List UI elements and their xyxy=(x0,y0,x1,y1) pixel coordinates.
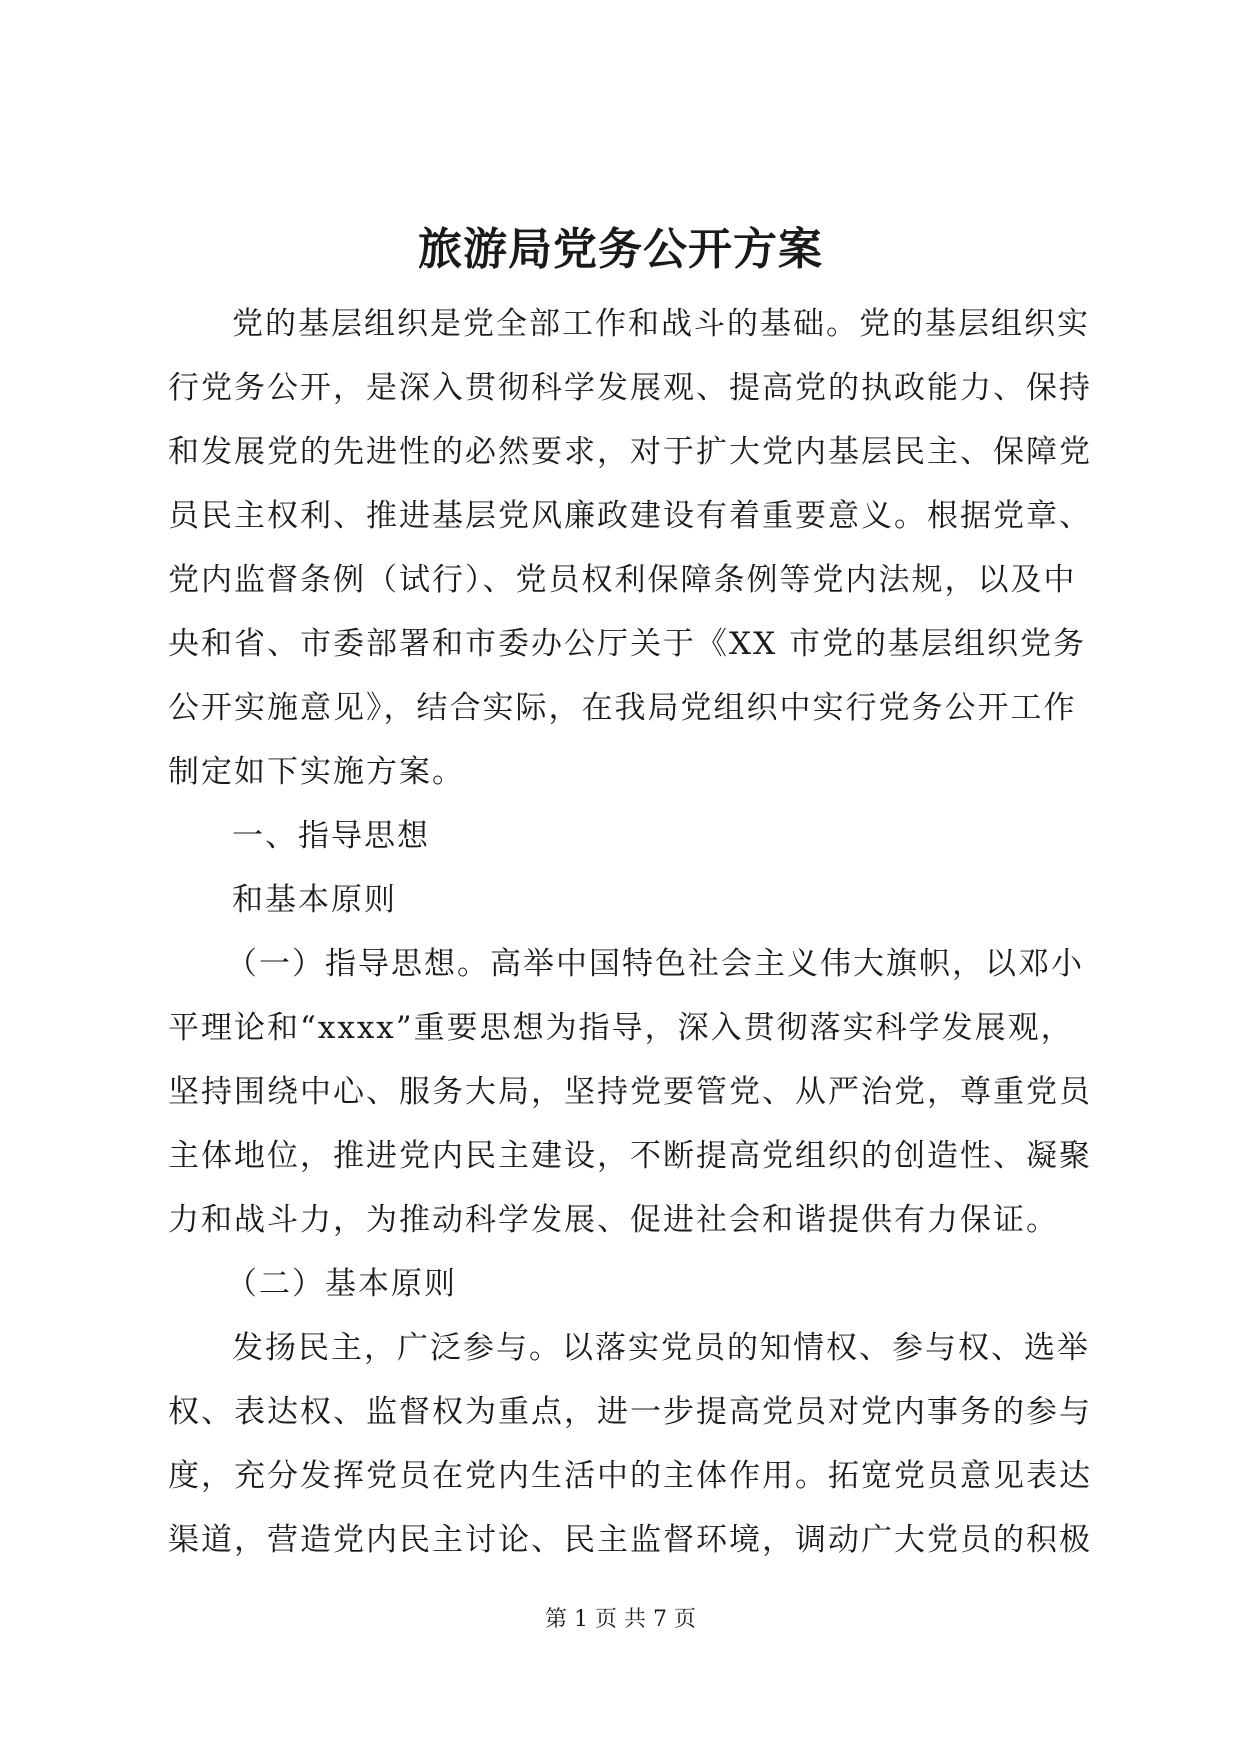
subsection-heading: （二）基本原则 xyxy=(226,1266,457,1302)
body-line: 力和战斗力，为推动科学发展、促进社会和谐提供有力保证。 xyxy=(168,1202,1059,1238)
body-line: 发扬民主，广泛参与。以落实党员的知情权、参与权、选举 xyxy=(232,1330,1090,1366)
body-line: 党内监督条例（试行）、党员权利保障条例等党内法规，以及中 xyxy=(168,562,1077,598)
page-number-footer: 第 1 页 共 7 页 xyxy=(545,1607,696,1632)
body-line: 坚持围绕中心、服务大局，坚持党要管党、从严治党，尊重党员 xyxy=(168,1074,1092,1110)
document-body xyxy=(168,292,1092,1572)
body-line: 央和省、市委部署和市委办公厅关于《XX 市党的基层组织党务 xyxy=(168,626,1086,662)
section-heading: 一、指导思想 xyxy=(232,818,430,854)
body-line: 平理论和“xxxx”重要思想为指导，深入贯彻落实科学发展观， xyxy=(168,1010,1074,1046)
body-line: 渠道，营造党内民主讨论、民主监督环境，调动广大党员的积极 xyxy=(168,1522,1092,1558)
body-line: （一）指导思想。高举中国特色社会主义伟大旗帜，以邓小 xyxy=(226,946,1084,982)
body-line: 主体地位，推进党内民主建设，不断提高党组织的创造性、凝聚 xyxy=(168,1138,1092,1174)
body-line: 度，充分发挥党员在党内生活中的主体作用。拓宽党员意见表达 xyxy=(168,1458,1092,1494)
section-heading: 和基本原则 xyxy=(232,882,397,918)
body-line: 党的基层组织是党全部工作和战斗的基础。党的基层组织实 xyxy=(232,306,1090,342)
document-title: 旅游局党务公开方案 xyxy=(418,224,823,275)
body-line: 制定如下实施方案。 xyxy=(168,754,465,790)
body-line: 行党务公开，是深入贯彻科学发展观、提高党的执政能力、保持 xyxy=(168,370,1092,406)
body-line: 权、表达权、监督权为重点，进一步提高党员对党内事务的参与 xyxy=(168,1394,1092,1430)
body-line: 和发展党的先进性的必然要求，对于扩大党内基层民主、保障党 xyxy=(168,434,1092,470)
body-line: 员民主权利、推进基层党风廉政建设有着重要意义。根据党章、 xyxy=(168,498,1092,534)
body-line: 公开实施意见》，结合实际，在我局党组织中实行党务公开工作 xyxy=(168,690,1077,726)
